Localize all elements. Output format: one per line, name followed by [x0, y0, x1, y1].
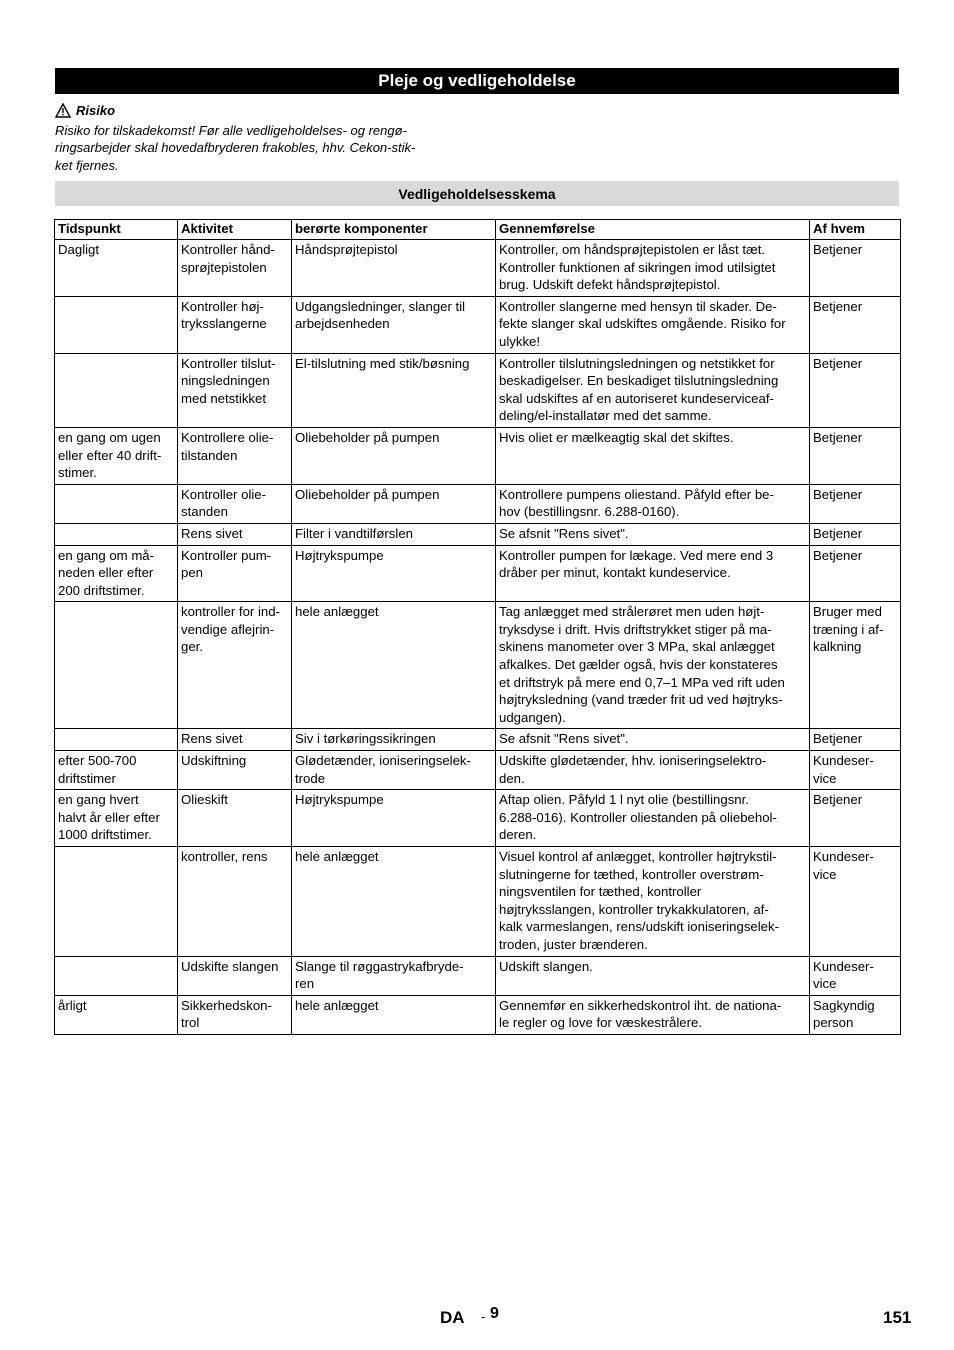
table-row: [55, 847, 901, 957]
cell-procedure: Udskift slangen.: [496, 956, 810, 995]
warning-heading: [55, 102, 465, 120]
cell-responsible: Betjener: [810, 523, 901, 545]
cell-responsible: Kundeser- vice: [810, 956, 901, 995]
cell-procedure: Aftap olien. Påfyld 1 l nyt olie (bestillingsnr. 6.288-016). Kontroller oliestanden på oliebehol- deren.: [496, 790, 810, 847]
cell-responsible: Kundeser- vice: [810, 751, 901, 790]
cell-components: Udgangsledninger, slanger til arbejdsenheden: [292, 296, 496, 353]
table-row: [55, 296, 901, 353]
cell-activity: Kontroller olie- standen: [178, 484, 292, 523]
cell-time: [55, 523, 178, 545]
footer-separator: -: [481, 1309, 486, 1324]
cell-responsible: Betjener: [810, 729, 901, 751]
cell-time: en gang om må- neden eller efter 200 driftstimer.: [55, 545, 178, 602]
warning-line: ringsarbejder skal hovedafbryderen frakobles, hhv. Cekon-stik-: [55, 140, 416, 155]
page-title: Pleje og vedligeholdelse: [55, 68, 899, 94]
table-row: [55, 790, 901, 847]
maintenance-schedule-table: [54, 219, 901, 1035]
cell-components: hele anlægget: [292, 995, 496, 1034]
cell-components: Højtrykspumpe: [292, 545, 496, 602]
table-row: [55, 751, 901, 790]
cell-responsible: Betjener: [810, 353, 901, 427]
cell-procedure: Se afsnit "Rens sivet".: [496, 729, 810, 751]
cell-responsible: Bruger med træning i af- kalkning: [810, 602, 901, 729]
table-row: [55, 956, 901, 995]
cell-activity: Kontroller høj- tryksslangerne: [178, 296, 292, 353]
cell-components: Højtrykspumpe: [292, 790, 496, 847]
cell-responsible: Betjener: [810, 427, 901, 484]
warning-heading-text: Risiko: [76, 103, 116, 118]
warning-line: ket fjernes.: [55, 157, 119, 173]
cell-components: Håndsprøjtepistol: [292, 240, 496, 297]
table-row: [55, 523, 901, 545]
warning-triangle-icon: [55, 103, 71, 118]
cell-procedure: Kontroller tilslutningsledningen og netstikket for beskadigelser. En beskadiget tilslutningsledning skal udskiftes af en autoriseret kundeserviceaf- deling/el-installatør med det samme.: [496, 353, 810, 427]
cell-components: Oliebeholder på pumpen: [292, 427, 496, 484]
cell-procedure: Kontroller pumpen for lækage. Ved mere end 3 dråber per minut, kontakt kundeservice.: [496, 545, 810, 602]
cell-time: årligt: [55, 995, 178, 1034]
cell-components: Siv i tørkøringssikringen: [292, 729, 496, 751]
table-row: [55, 484, 901, 523]
table-row: [55, 240, 901, 297]
cell-procedure: Kontroller, om håndsprøjtepistolen er låst tæt. Kontroller funktionen af sikringen imod utilsigtet brug. Udskift defekt håndsprøjtepistol.: [496, 240, 810, 297]
cell-time: [55, 353, 178, 427]
warning-notice: [55, 102, 465, 174]
warning-line: Risiko for tilskadekomst! Før alle vedligeholdelses- og rengø-: [55, 122, 407, 138]
cell-activity: Sikkerhedskon- trol: [178, 995, 292, 1034]
cell-responsible: Betjener: [810, 240, 901, 297]
cell-responsible: Betjener: [810, 790, 901, 847]
cell-responsible: Sagkyndig person: [810, 995, 901, 1034]
column-header-components: berørte komponenter: [292, 220, 496, 240]
cell-components: Oliebeholder på pumpen: [292, 484, 496, 523]
cell-activity: kontroller, rens: [178, 847, 292, 957]
column-header-time: Tidspunkt: [55, 220, 178, 240]
cell-activity: kontroller for ind- vendige aflejrin- ger.: [178, 602, 292, 729]
cell-components: hele anlægget: [292, 847, 496, 957]
table-body: [55, 240, 901, 1035]
cell-time: [55, 296, 178, 353]
footer-language: DA: [440, 1308, 465, 1327]
cell-components: Filter i vandtilførslen: [292, 523, 496, 545]
cell-time: [55, 847, 178, 957]
cell-procedure: Udskifte glødetænder, hhv. ioniseringselektro- den.: [496, 751, 810, 790]
cell-time: en gang hvert halvt år eller efter 1000 driftstimer.: [55, 790, 178, 847]
cell-activity: Olieskift: [178, 790, 292, 847]
cell-procedure: Hvis oliet er mælkeagtig skal det skiftes.: [496, 427, 810, 484]
cell-time: Dagligt: [55, 240, 178, 297]
cell-time: efter 500-700 driftstimer: [55, 751, 178, 790]
column-header-procedure: Gennemførelse: [496, 220, 810, 240]
table-row: [55, 729, 901, 751]
cell-activity: Kontrollere olie- tilstanden: [178, 427, 292, 484]
cell-time: [55, 602, 178, 729]
cell-responsible: Betjener: [810, 545, 901, 602]
cell-activity: Kontroller hånd- sprøjtepistolen: [178, 240, 292, 297]
cell-procedure: Se afsnit "Rens sivet".: [496, 523, 810, 545]
cell-activity: Rens sivet: [178, 523, 292, 545]
cell-activity: Udskifte slangen: [178, 956, 292, 995]
table-row: [55, 995, 901, 1034]
column-header-activity: Aktivitet: [178, 220, 292, 240]
table-row: [55, 427, 901, 484]
cell-activity: Kontroller pum- pen: [178, 545, 292, 602]
table-header-row: [55, 220, 901, 240]
cell-time: [55, 729, 178, 751]
cell-components: hele anlægget: [292, 602, 496, 729]
table-row: [55, 545, 901, 602]
footer-page-number: 151: [883, 1308, 912, 1327]
cell-components: El-tilslutning med stik/bøsning: [292, 353, 496, 427]
cell-activity: Kontroller tilslut- ningsledningen med netstikket: [178, 353, 292, 427]
table-row: [55, 602, 901, 729]
cell-responsible: Kundeser- vice: [810, 847, 901, 957]
cell-components: Glødetænder, ioniseringselek- trode: [292, 751, 496, 790]
cell-procedure: Visuel kontrol af anlægget, kontroller højtrykstil- slutningerne for tæthed, kontroller overstrøm- ningsventilen for tæthed, kontroller højtryksslangen, kontroller trykakkulatoren, af- kalk varmeslangen, rens/udskift ioniseringselek- troden, juster brænderen.: [496, 847, 810, 957]
cell-time: [55, 956, 178, 995]
cell-components: Slange til røggastrykafbryde- ren: [292, 956, 496, 995]
cell-procedure: Gennemfør en sikkerhedskontrol iht. de nationa- le regler og love for væskestrålere.: [496, 995, 810, 1034]
cell-procedure: Tag anlægget med strålerøret men uden højt- tryksdyse i drift. Hvis driftstrykket stiger på ma- skinens manometer over 3 MPa, skal anlægget afkalkes. Det gælder også, hvis der konstateres et driftstryk på mere end 0,7–1 MPa ved rift uden højtryksledning (vand træder frit ud ved højtryks- udgangen).: [496, 602, 810, 729]
section-title: Vedligeholdelsesskema: [55, 181, 899, 206]
cell-procedure: Kontroller slangerne med hensyn til skader. De- fekte slanger skal udskiftes omgående. Risiko for ulykke!: [496, 296, 810, 353]
column-header-responsible: Af hvem: [810, 220, 901, 240]
table-row: [55, 353, 901, 427]
cell-time: en gang om ugen eller efter 40 drift- stimer.: [55, 427, 178, 484]
cell-activity: Rens sivet: [178, 729, 292, 751]
cell-time: [55, 484, 178, 523]
cell-responsible: Betjener: [810, 484, 901, 523]
cell-activity: Udskiftning: [178, 751, 292, 790]
footer-section-page: 9: [490, 1305, 499, 1322]
cell-responsible: Betjener: [810, 296, 901, 353]
cell-procedure: Kontrollere pumpens oliestand. Påfyld efter be- hov (bestillingsnr. 6.288-0160).: [496, 484, 810, 523]
